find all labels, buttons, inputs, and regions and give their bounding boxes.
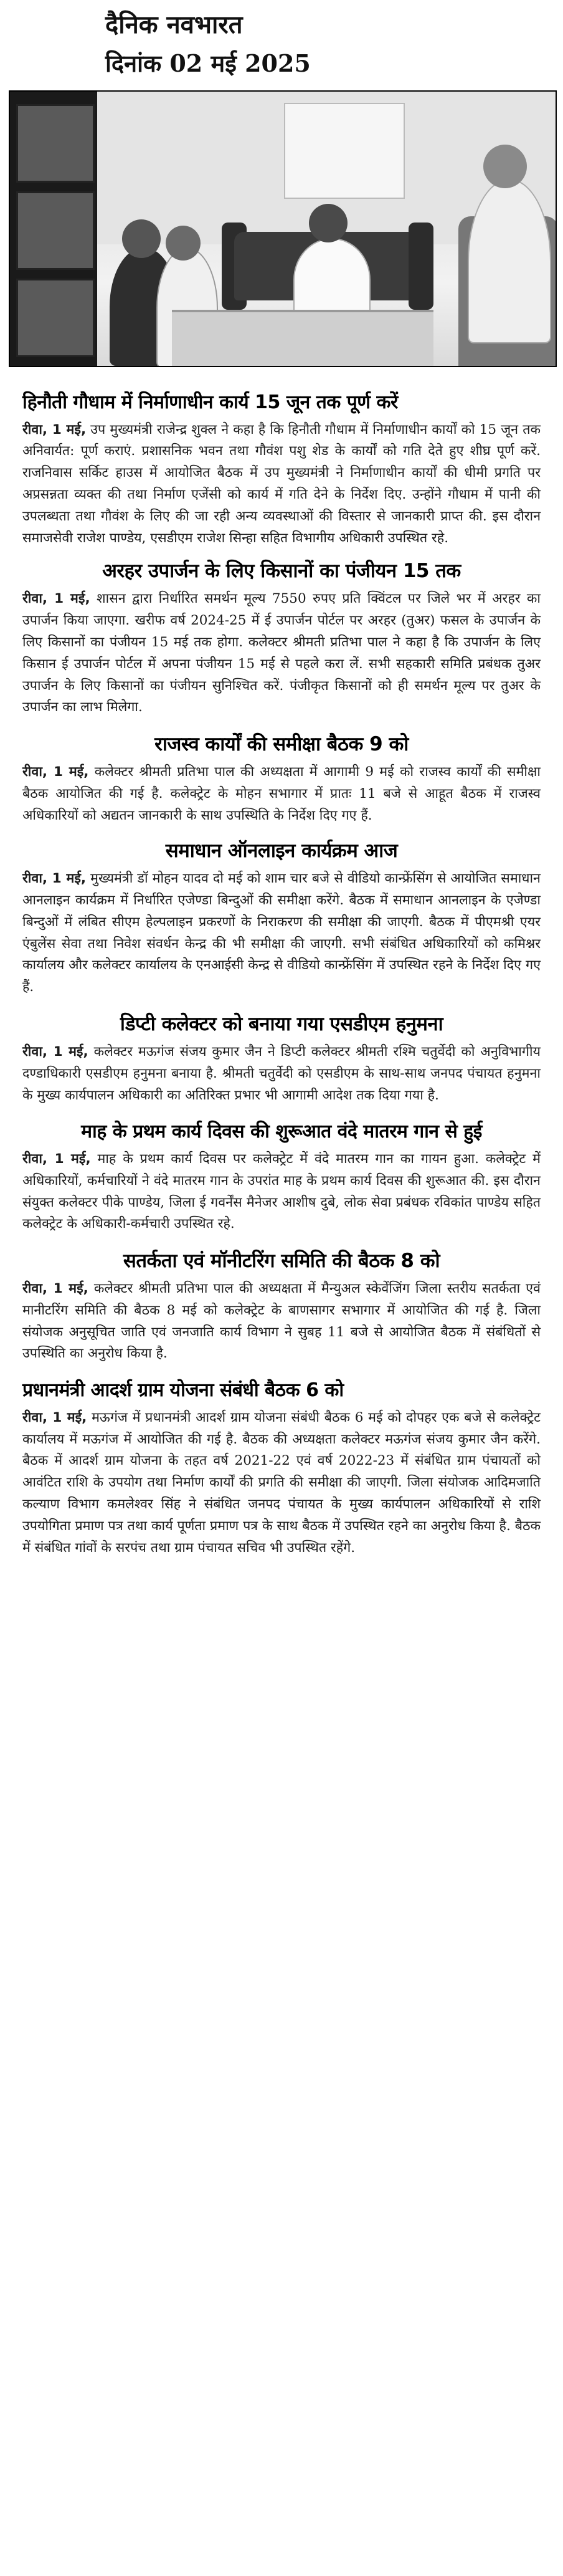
meeting-photo [9,90,557,367]
person-seated [468,179,551,343]
dateline: रीवा, 1 मई, [22,871,87,887]
article-body [22,1407,541,1559]
article-gaudham [22,391,541,549]
article-body [22,1149,541,1235]
dateline: रीवा, 1 मई, [22,1043,88,1060]
dateline: रीवा, 1 मई, [22,764,89,780]
article-sdm-hanumana [22,1012,541,1106]
masthead [9,0,554,90]
person-seated [293,238,371,322]
photo-window [10,92,97,366]
window-pane [16,191,95,270]
article-headline: सतर्कता एवं मॉनीटरिंग समिति की बैठक 8 को [123,1250,440,1273]
article-arhar [22,559,541,719]
article-text: मुख्यमंत्री डॉ मोहन यादव दो मई को शाम चार बजे से वीडियो कान्फ्रेंसिंग से आयोजित समाधान आनलाइन कार्यक्रम में निर्धारित एजेण्डा बिन्दुओं की समीक्षा करेंगे. बैठक में समाधान आनलाइन के एजेण्डा बिन्दुओं में लंबित सीएम हेल्पलाइन प्रकरणों के निराकरण की समीक्षा की जाएगी. बैठक में पीएमश्री एयर एंबुलेंस सेवा तथा निवेश संवर्धन केन्द्र की भी समीक्षा की जाएगी. सभी संबंधित अधिकारियों को कमिश्नर कार्यालय और कलेक्टर कार्यालय के एनआईसी केन्द्र से वीडियो कान्फ्रेंसिंग में उपस्थित रहने के निर्देश दिए गए हैं. [22,871,541,995]
publication-name: दैनिक नवभारत [105,10,243,39]
article-text: कलेक्टर मऊगंज संजय कुमार जैन ने डिप्टी कलेक्टर श्रीमती रश्मि चतुर्वेदी को अनुविभागीय दण्डाधिकारी एसडीएम हनुमना बनाया है. श्रीमती चतुर्वेदी को एसडीएम के साथ-साथ जनपद पंचायत हनुमना के मुख्य कार्यपालन अधिकारी का अतिरिक्त प्रभार भी आगामी आदेश तक दिया गया है. [22,1043,541,1103]
article-headline: प्रधानमंत्री आदर्श ग्राम योजना संबंधी बैठक 6 को [22,1379,344,1402]
article-text: उप मुख्यमंत्री राजेन्द्र शुक्ल ने कहा है कि हिनौती गौधाम में निर्माणाधीन कार्यों को 15 जून तक अनिवार्यत: पूर्ण कराएं. प्रशासनिक भवन तथा गौवंश पशु शेड के कार्यों को गति देते हुए शीघ्र पूर्ण करें. राजनिवास सर्किट हाउस में आयोजित बैठक में उप मुख्यमंत्री ने निर्माणाधीन कार्यों की धीमी प्रगति पर अप्रसन्नता व्यक्त की तथा निर्माण एजेंसी को कार्य में गति देने के निर्देश दिए. उन्होंने गौधाम में पानी की उपलब्धता तथा गौवंश के लिए की जा रही अन्य व्यवस्थाओं की विस्तार से जानकारी प्राप्त की. इस दौरान समाजसेवी राजेश पाण्डेय, एसडीएम राजेश सिन्हा सहित विभागीय अधिकारी उपस्थित रहे. [22,421,541,546]
article-vigilance-committee [22,1249,541,1365]
article-headline: राजस्व कार्यों की समीक्षा बैठक 9 को [154,733,409,756]
dateline: रीवा, 1 मई, [22,1151,91,1167]
article-vande-mataram [22,1120,541,1235]
article-headline: डिप्टी कलेक्टर को बनाया गया एसडीएम हनुमना [120,1013,443,1036]
article-text: माह के प्रथम कार्य दिवस पर कलेक्ट्रेट में वंदे मातरम गान का गायन हुआ. कलेक्ट्रेट में अधिकारियों, कर्मचारियों ने वंदे मातरम गान के उपरांत माह के प्रथम कार्य दिवस की शुरूआत की. इस दौरान संयुक्त कलेक्टर पीके पाण्डेय, जिला ई गवर्नेंस मैनेजर आशीष दुबे, लोक सेवा प्रबंधक रविकांत पाण्डेय सहित कलेक्ट्रेट के अधिकारी-कर्मचारी उपस्थित रहे. [22,1151,541,1232]
person-head [309,204,348,242]
window-pane [16,279,95,357]
window-pane [16,104,95,183]
article-headline: हिनौती गौधाम में निर्माणाधीन कार्य 15 जून तक पूर्ण करें [22,391,398,413]
article-headline: अरहर उपार्जन के लिए किसानों का पंजीयन 15 तक [102,560,461,583]
publication-date: दिनांक 02 मई 2025 [105,49,311,77]
article-text: मऊगंज में प्रधानमंत्री आदर्श ग्राम योजना संबंधी बैठक 6 मई को दोपहर एक बजे से कलेक्ट्रेट कार्यालय में मऊगंज में आयोजित की गई है. बैठक की अध्यक्षता कलेक्टर मऊगंज संजय कुमार जैन करेंगे. बैठक में आदर्श ग्राम योजना के तहत वर्ष 2021-22 एवं वर्ष 2022-23 में संबंधित ग्राम पंचायतों को आवंटित राशि के उपयोग तथा निर्माण कार्यों की प्रगति की समीक्षा की जाएगी. जिला संयोजक आदिमजाति कल्याण विभाग कमलेश्वर सिंह ने संबंधित जनपद पंचायत के मुख्य कार्यपालन अधिकारियों से राशि उपयोगिता प्रमाण पत्र तथा कार्य पूर्णता प्रमाण पत्र के साथ बैठक में उपस्थित रहने का अनुरोध किया है. बैठक में संबंधित गांवों के सरपंच तथा ग्राम पंचायत सचिव भी उपस्थित रहेंगे. [22,1409,541,1556]
article-body [22,419,541,550]
article-body [22,868,541,998]
article-body [22,762,541,826]
center-table [172,310,433,367]
article-headline: माह के प्रथम कार्य दिवस की शुरूआत वंदे मातरम गान से हुई [81,1121,482,1143]
person-head [166,226,201,261]
dateline: रीवा, 1 मई, [22,1409,87,1425]
person-head [122,219,161,258]
article-text: शासन द्वारा निर्धारित समर्थन मूल्य 7550 रुपए प्रति क्विंटल पर जिले भर में अरहर का उपार्जन किया जाएगा. खरीफ वर्ष 2024-25 में ई उपार्जन पोर्टल पर अरहर (तुअर) फसल के उपार्जन के लिए किसानों का पंजीयन 15 मई तक होगा. कलेक्टर श्रीमती प्रतिभा पाल ने कहा है कि उपार्जन के लिए किसान ई उपार्जन पोर्टल में अपना पंजीयन 15 मई से पहले करा लें. सभी सहकारी समिति प्रबंधक तुअर उपार्जन के लिए किसानों का पंजीयन सुनिश्चित करें. पंजीकृत किसानों को ही समर्थन मूल्य पर तुअर के उपार्जन का लाभ मिलेगा. [22,591,541,716]
wall-frame [284,103,405,199]
article-text: कलेक्टर श्रीमती प्रतिभा पाल की अध्यक्षता में मैन्युअल स्केवेंजिंग जिला स्तरीय सतर्कता एवं मानीटरिंग समिति की बैठक 8 मई को कलेक्ट्रेट के बाणसागर सभागार में आयोजित की गई है. जिला संयोजक अनुसूचित जाति एवं जनजाति कार्य विभाग ने सुबह 11 बजे से आयोजित बैठक में संबंधितों से उपस्थिति का अनुरोध किया है. [22,1280,541,1362]
article-samadhan-online [22,839,541,998]
dateline: रीवा, 1 मई, [22,421,87,438]
article-body [22,1041,541,1106]
dateline: रीवा, 1 मई, [22,591,90,607]
article-headline: समाधान ऑनलाइन कार्यक्रम आज [165,840,398,863]
article-revenue-meeting [22,732,541,826]
person-head [483,145,527,188]
article-adarsh-gram [22,1379,541,1559]
article-text: कलेक्टर श्रीमती प्रतिभा पाल की अध्यक्षता में आगामी 9 मई को राजस्व कार्यों की समीक्षा बैठक आयोजित की गई है. कलेक्ट्रेट के मोहन सभागार में प्रातः 11 बजे से आहूत बैठक में राजस्व अधिकारियों को अद्यतन जानकारी के साथ उपस्थिति के निर्देश दिए गए हैं. [22,764,541,823]
dateline: रीवा, 1 मई, [22,1280,88,1296]
sofa-arm [409,223,433,310]
article-body [22,588,541,719]
article-body [22,1278,541,1365]
